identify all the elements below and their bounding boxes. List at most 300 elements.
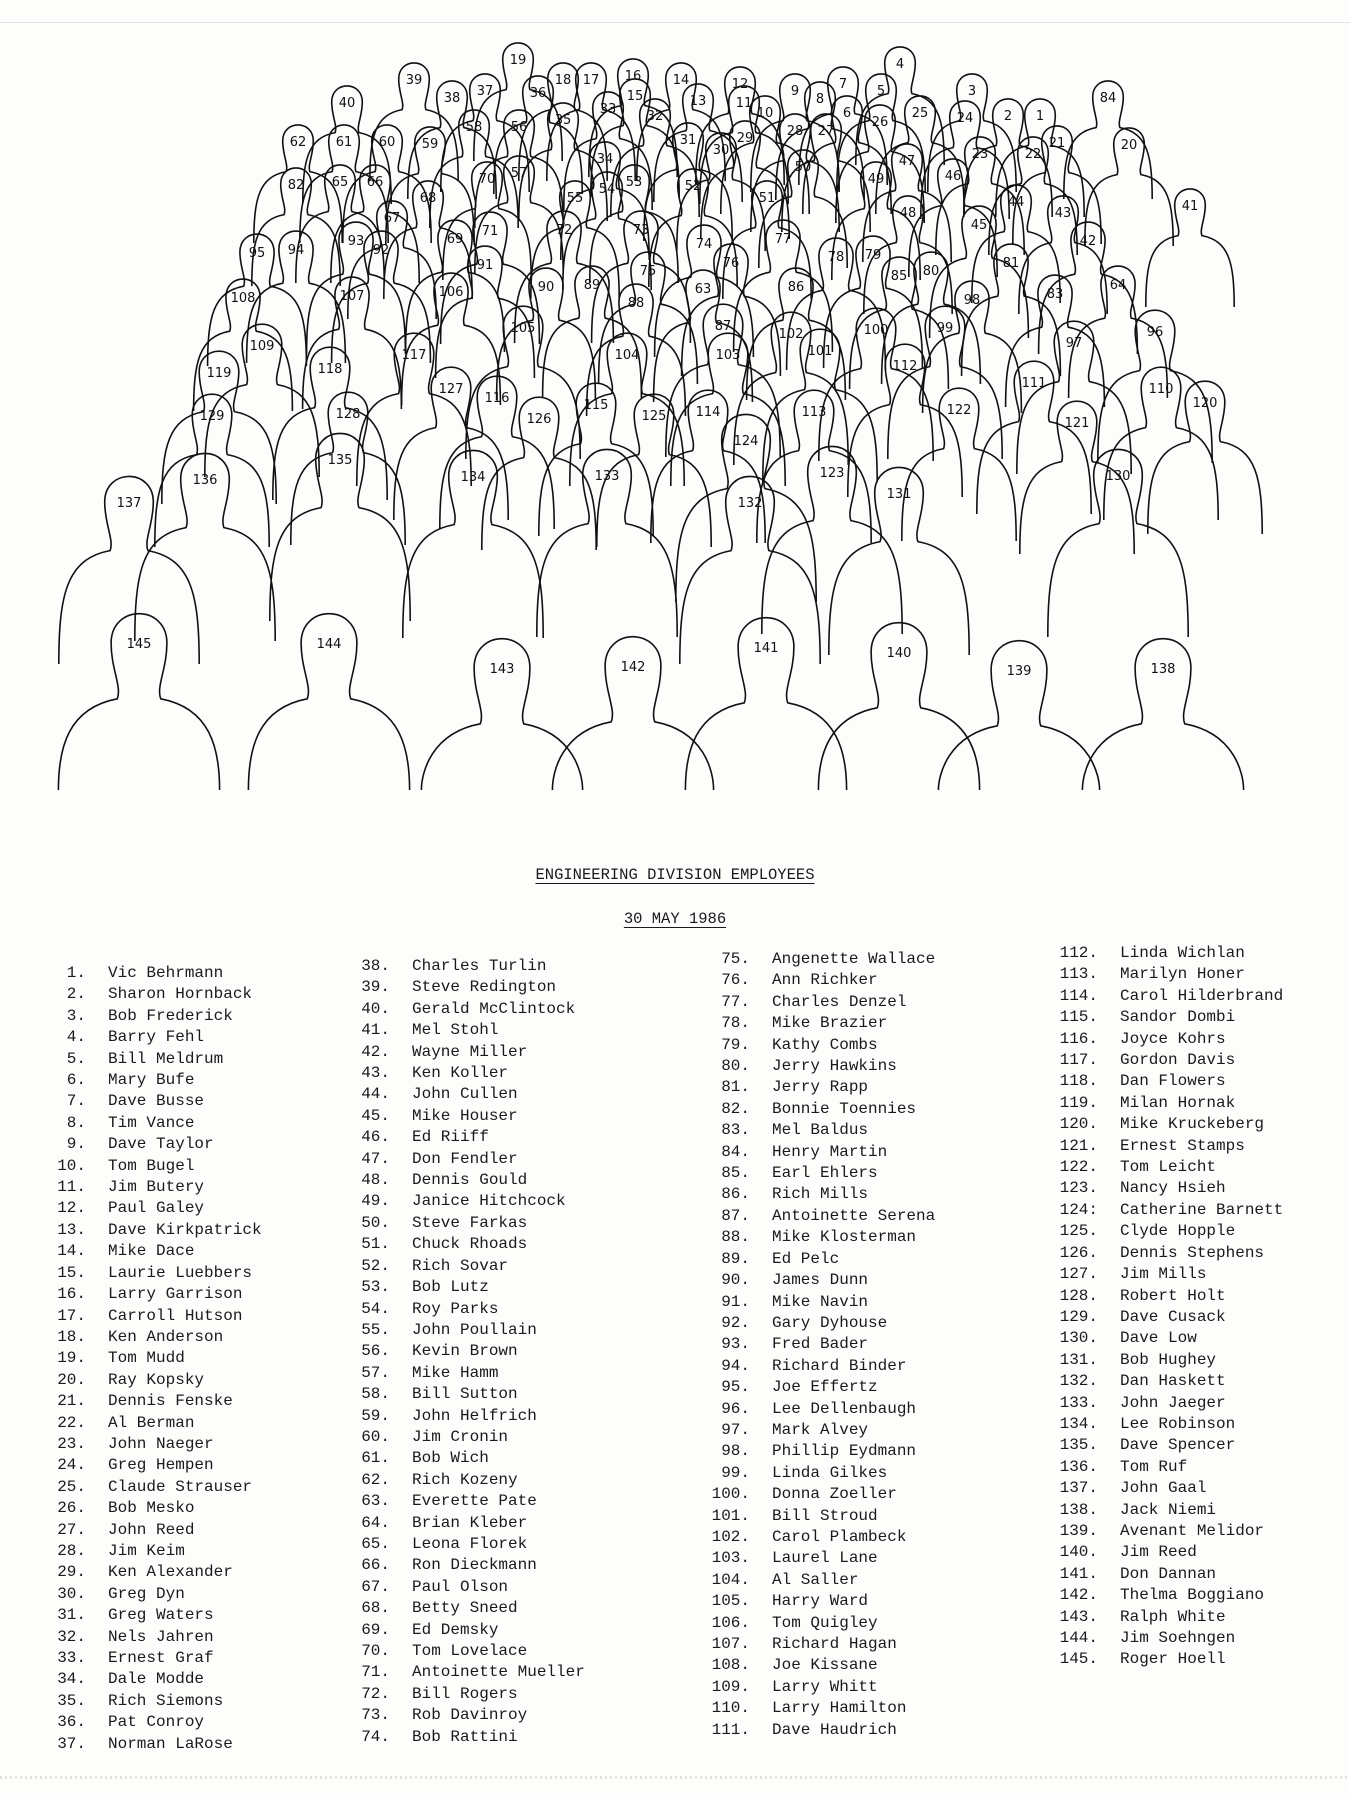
roster-entry [340,1620,585,1641]
figure-number-label: 16 [624,69,642,84]
entry-number: 116. [1059,1029,1098,1048]
employee-name: Richard Hagan [772,1635,897,1653]
roster-entry [700,949,935,970]
employee-name: Rich Mills [772,1185,869,1204]
employee-name: Ralph White [1120,1607,1226,1626]
roster-entry [36,1113,262,1134]
entry-number: 66. [361,1556,390,1575]
entry-number: 124: [1059,1200,1098,1219]
employee-name: Larry Garrison [108,1285,243,1304]
roster-entry [1048,1178,1283,1199]
entry-number: 123. [1059,1179,1098,1198]
entry-number: 127. [1059,1265,1098,1284]
entry-number: 73. [361,1706,390,1725]
entry-number: 134. [1059,1414,1098,1433]
figure-number-label: 26 [871,115,889,130]
figure-116 [440,376,554,529]
roster-entry [700,1377,935,1398]
entry-number: 86. [721,1185,750,1204]
entry-number: 8. [66,1113,86,1132]
roster-entry [36,1284,262,1305]
roster-entry [340,1299,585,1320]
figure-number-label: 115 [583,398,609,413]
figure-20 [1085,128,1173,246]
figure-number-label: 21 [1048,136,1066,151]
figure-number-label: 75 [639,264,657,279]
figure-number-label: 3 [967,84,977,99]
roster-entry [340,1213,585,1234]
entry-number: 80. [721,1057,750,1076]
roster-entry [36,1691,262,1712]
figure-number-label: 29 [736,131,754,146]
employee-name: Paul Galey [108,1199,205,1218]
roster-entry [36,1498,262,1519]
employee-name: James Dunn [772,1271,869,1290]
figure-107 [303,277,402,409]
roster-entry [700,1677,935,1698]
figure-112 [848,344,962,497]
employee-name: Jim Reed [1120,1543,1197,1562]
figure-139 [938,641,1099,790]
figure-number-label: 117 [401,348,427,363]
roster-entry [36,1348,262,1369]
entry-number: 129. [1059,1307,1098,1326]
employee-name: Nels Jahren [108,1627,214,1646]
roster-column-4 [1048,943,1283,1671]
entry-number: 101. [711,1506,750,1525]
figure-number-label: 73 [632,223,650,238]
entry-number: 98. [721,1442,750,1461]
entry-number: 96. [721,1399,750,1418]
roster-entry [340,1534,585,1555]
figure-91 [436,246,535,378]
figure-number-label: 60 [378,135,396,150]
entry-number: 43. [361,1064,390,1083]
roster-entry [700,1035,935,1056]
employee-name: Dave Kirkpatrick [108,1220,262,1239]
roster-entry [700,1506,935,1527]
entry-number: 6. [66,1071,86,1090]
figure-number-label: 46 [944,169,962,184]
roster-entry [36,1241,262,1262]
employee-name: John Naeger [108,1434,214,1453]
figure-number-label: 47 [898,154,916,169]
figure-number-label: 63 [694,282,712,297]
employee-name: Thelma Boggiano [1120,1586,1265,1605]
entry-number: 90. [721,1271,750,1290]
figure-number-label: 107 [339,289,365,304]
roster-entry [700,1120,935,1141]
employee-name: Mel Stohl [412,1021,499,1040]
entry-number: 14. [57,1242,86,1261]
entry-number: 145. [1059,1650,1098,1669]
figure-21 [1013,126,1101,244]
roster-entry [340,1491,585,1512]
employee-name: Jerry Rapp [772,1078,869,1097]
figure-number-label: 27 [817,124,835,139]
employee-name: Dale Modde [108,1670,205,1689]
roster-entry [340,1191,585,1212]
figure-84 [1064,81,1152,199]
roster-entry [1048,964,1283,985]
roster-entry [340,1106,585,1127]
employee-name: Angenette Wallace [772,950,936,968]
entry-number: 70. [361,1642,390,1660]
figure-number-label: 130 [1105,469,1131,484]
employee-name: Betty Sneed [412,1599,518,1618]
roster-entry [340,1513,585,1534]
figure-number-label: 103 [715,348,741,363]
figure-number-label: 77 [774,232,792,247]
roster-entry [1048,1478,1283,1499]
roster-entry [700,1099,935,1120]
entry-number: 57. [361,1363,390,1382]
figure-number-label: 41 [1181,199,1199,214]
figure-143 [421,639,582,790]
entry-number: 53. [361,1278,390,1297]
figure-number-label: 7 [838,77,848,92]
employee-name: Steve Redington [412,978,557,997]
employee-name: Roger Hoell [1120,1650,1226,1669]
entry-number: 20. [57,1370,86,1389]
employee-name: Dan Haskett [1120,1372,1226,1391]
figure-number-label: 119 [206,366,232,381]
entry-number: 36. [57,1713,86,1732]
figure-number-label: 96 [1146,325,1164,340]
employee-name: Tom Leicht [1120,1158,1217,1177]
entry-number: 5. [66,1049,86,1068]
employee-name: Bill Stroud [772,1506,878,1525]
roster-entry [1048,1393,1283,1414]
figure-number-label: 5 [876,84,886,99]
figure-number-label: 92 [372,243,390,258]
employee-name: Jack Niemi [1120,1500,1217,1519]
entry-number: 130. [1059,1329,1098,1348]
roster-entry [36,1669,262,1690]
employee-name: Dave Haudrich [772,1720,897,1739]
roster-entry [1048,1157,1283,1178]
employee-name: Earl Ehlers [772,1164,878,1183]
roster-entry [340,1641,585,1662]
figure-number-label: 49 [867,172,885,187]
employee-name: Laurel Lane [772,1549,878,1568]
employee-name: Antoinette Mueller [412,1663,585,1682]
figure-number-label: 97 [1065,336,1083,351]
entry-number: 71. [361,1663,390,1682]
employee-name: Ernest Graf [108,1649,214,1667]
roster-entry [1048,1564,1283,1585]
figure-number-label: 88 [627,296,645,311]
figure-number-label: 74 [695,237,713,252]
entry-number: 56. [361,1342,390,1361]
employee-name: Henry Martin [772,1142,888,1161]
entry-number: 122. [1059,1158,1098,1177]
figure-number-label: 32 [646,109,664,124]
entry-number: 42. [361,1042,390,1061]
entry-number: 135. [1059,1436,1098,1455]
figure-number-label: 86 [787,280,805,295]
figure-number-label: 48 [899,206,917,221]
entry-number: 131. [1059,1350,1098,1369]
roster-entry [36,1263,262,1284]
entry-number: 144. [1059,1629,1098,1647]
entry-number: 63. [361,1492,390,1511]
employee-name: Leona Florek [412,1534,528,1553]
figure-39 [370,63,458,181]
employee-name: Tom Mudd [108,1349,185,1368]
figure-number-label: 66 [366,175,384,190]
employee-name: Joe Effertz [772,1378,878,1397]
employee-name: Harry Ward [772,1592,869,1611]
roster-entry [340,1234,585,1255]
entry-number: 1. [66,964,86,982]
roster-entry [36,1156,262,1177]
roster-entry [340,1277,585,1298]
figure-111 [977,361,1091,514]
entry-number: 4. [66,1028,86,1047]
figure-number-label: 136 [192,473,218,488]
entry-number: 105. [711,1592,750,1611]
entry-number: 84. [721,1142,750,1161]
roster-entry [340,1470,585,1491]
figure-number-label: 19 [509,53,527,68]
figure-number-label: 58 [465,120,483,135]
roster-entry [1048,1371,1283,1392]
employee-name: Everette Pate [412,1492,537,1511]
figure-number-label: 138 [1150,662,1176,677]
employee-name: Bob Wich [412,1449,489,1468]
roster-entry [340,956,585,977]
employee-name: John Gaal [1120,1479,1207,1498]
roster-column-1 [36,963,262,1755]
employee-name: Mel Baldus [772,1121,869,1140]
entry-number: 46. [361,1128,390,1147]
figure-36 [494,76,582,194]
entry-number: 76. [721,971,750,990]
roster-entry [1048,1136,1283,1157]
entry-number: 95. [721,1378,750,1397]
employee-name: Ed Pelc [772,1249,840,1268]
entry-number: 49. [361,1192,390,1211]
entry-number: 22. [57,1413,86,1432]
figure-number-label: 8 [815,92,825,107]
entry-number: 52. [361,1256,390,1275]
employee-name: Greg Hempen [108,1456,214,1475]
entry-number: 29. [57,1563,86,1582]
entry-number: 32. [57,1627,86,1646]
roster-entry [700,1570,935,1591]
employee-name: Don Dannan [1120,1564,1217,1583]
figure-number-label: 104 [614,348,640,363]
roster-entry [700,1056,935,1077]
figure-number-label: 144 [316,637,342,652]
figure-number-label: 30 [712,143,730,158]
roster-entry [36,1134,262,1155]
entry-number: 97. [721,1420,750,1439]
document-date-text: 30 MAY 1986 [623,910,727,928]
entry-number: 110. [711,1699,750,1718]
roster-entry [36,1541,262,1562]
entry-number: 141. [1059,1564,1098,1583]
figure-number-label: 68 [419,191,437,206]
entry-number: 102. [711,1527,750,1546]
roster-entry [1048,1607,1283,1628]
roster-entry [1048,1328,1283,1349]
employee-name: Marilyn Honer [1120,965,1245,984]
entry-number: 137. [1059,1479,1098,1498]
roster-entry [700,1698,935,1719]
entry-number: 94. [721,1356,750,1375]
entry-number: 88. [721,1228,750,1247]
roster-entry [700,1591,935,1612]
employee-name: Jim Keim [108,1541,185,1560]
figure-number-label: 2 [1003,109,1013,124]
employee-name: Donna Zoeller [772,1485,897,1504]
entry-number: 11. [57,1178,86,1197]
figure-number-label: 33 [599,102,617,117]
roster-entry [340,999,585,1020]
roster-entry [700,992,935,1013]
employee-name: Ed Riiff [412,1128,489,1147]
employee-name: John Poullain [412,1320,537,1339]
entry-number: 77. [721,992,750,1011]
figure-number-label: 56 [510,120,528,135]
entry-number: 133. [1059,1393,1098,1412]
employee-name: Sandor Dombi [1120,1008,1236,1027]
figure-number-label: 62 [289,135,307,150]
roster-entry [1048,1435,1283,1456]
employee-name: Joyce Kohrs [1120,1029,1226,1048]
figure-number-label: 87 [714,319,732,334]
figure-number-label: 109 [249,339,275,354]
entry-number: 62. [361,1470,390,1489]
figure-number-label: 116 [484,391,510,406]
employee-name: Mark Alvey [772,1420,869,1439]
employee-name: Dan Flowers [1120,1072,1226,1091]
figure-number-label: 82 [287,178,305,193]
roster-entry [1048,1649,1283,1670]
entry-number: 45. [361,1106,390,1125]
entry-number: 108. [711,1656,750,1675]
employee-name: Paul Olson [412,1577,509,1596]
entry-number: 83. [721,1121,750,1140]
roster-entry [700,1163,935,1184]
employee-name: Linda Wichlan [1120,944,1245,962]
figure-number-label: 54 [598,182,616,197]
figure-number-label: 65 [331,175,349,190]
entry-number: 120. [1059,1115,1098,1134]
figure-41 [1146,189,1234,307]
entry-number: 58. [361,1385,390,1404]
entry-number: 65. [361,1534,390,1553]
figure-number-label: 128 [335,407,361,422]
entry-number: 132. [1059,1372,1098,1391]
roster-entry [1048,1071,1283,1092]
employee-name: Charles Denzel [772,992,907,1011]
roster-entry [1048,1114,1283,1135]
employee-name: Rich Kozeny [412,1470,518,1489]
employee-name: Kevin Brown [412,1342,518,1361]
entry-number: 3. [66,1006,86,1025]
employee-name: Jim Butery [108,1178,205,1197]
entry-number: 114. [1059,986,1098,1005]
figure-number-label: 126 [526,412,552,427]
entry-number: 47. [361,1149,390,1168]
entry-number: 38. [361,957,390,975]
figure-number-label: 34 [596,152,614,167]
entry-number: 91. [721,1292,750,1311]
figure-number-label: 100 [863,323,889,338]
figure-number-label: 120 [1192,396,1218,411]
entry-number: 2. [66,985,86,1004]
figure-142 [552,637,713,790]
figure-number-label: 50 [794,160,812,175]
entry-number: 115. [1059,1008,1098,1027]
employee-name: Al Saller [772,1570,859,1589]
figure-number-label: 111 [1021,376,1047,391]
entry-number: 24. [57,1456,86,1475]
entry-number: 10. [57,1156,86,1175]
figure-number-label: 59 [421,137,439,152]
roster-entry [1048,1414,1283,1435]
employee-name: Tim Vance [108,1113,195,1132]
employee-name: Phillip Eydmann [772,1442,917,1461]
entry-number: 18. [57,1327,86,1346]
figure-number-label: 15 [626,89,644,104]
employee-name: Al Berman [108,1413,195,1432]
figure-number-label: 84 [1099,91,1117,106]
roster-entry [340,1042,585,1063]
employee-name: Dave Busse [108,1092,205,1111]
employee-name: Dave Taylor [108,1135,214,1154]
employee-name: Jim Soehngen [1120,1629,1236,1647]
roster-entry [700,1548,935,1569]
roster-entry [36,1562,262,1583]
employee-name: Robert Holt [1120,1286,1226,1305]
employee-name: Bob Rattini [412,1727,518,1746]
figure-number-label: 18 [554,73,572,88]
roster-entry [340,1662,585,1683]
employee-name: Carol Plambeck [772,1527,907,1546]
employee-name: Rich Siemons [108,1691,224,1710]
figure-number-label: 137 [116,496,142,511]
roster-entry [340,1384,585,1405]
entry-number: 17. [57,1306,86,1325]
roster-entry [36,1605,262,1626]
roster-entry [340,1256,585,1277]
entry-number: 34. [57,1670,86,1689]
entry-number: 37. [57,1734,86,1753]
roster-entry [1048,1628,1283,1649]
roster-entry [1048,1221,1283,1242]
employee-name: Mike Kruckeberg [1120,1115,1265,1134]
employee-name: Claude Strauser [108,1477,253,1496]
entry-number: 67. [361,1577,390,1596]
entry-number: 109. [711,1677,750,1696]
roster-entry [700,970,935,991]
roster-entry [340,1149,585,1170]
roster-entry [36,1391,262,1412]
employee-name: Mike Houser [412,1106,518,1125]
roster-entry [1048,1521,1283,1542]
figure-129 [155,394,269,547]
figure-137 [59,476,199,664]
roster-entry [700,1013,935,1034]
employee-name: Jerry Hawkins [772,1057,897,1076]
entry-number: 40. [361,999,390,1018]
employee-name: Catherine Barnett [1120,1200,1284,1219]
roster-entry [36,1327,262,1348]
